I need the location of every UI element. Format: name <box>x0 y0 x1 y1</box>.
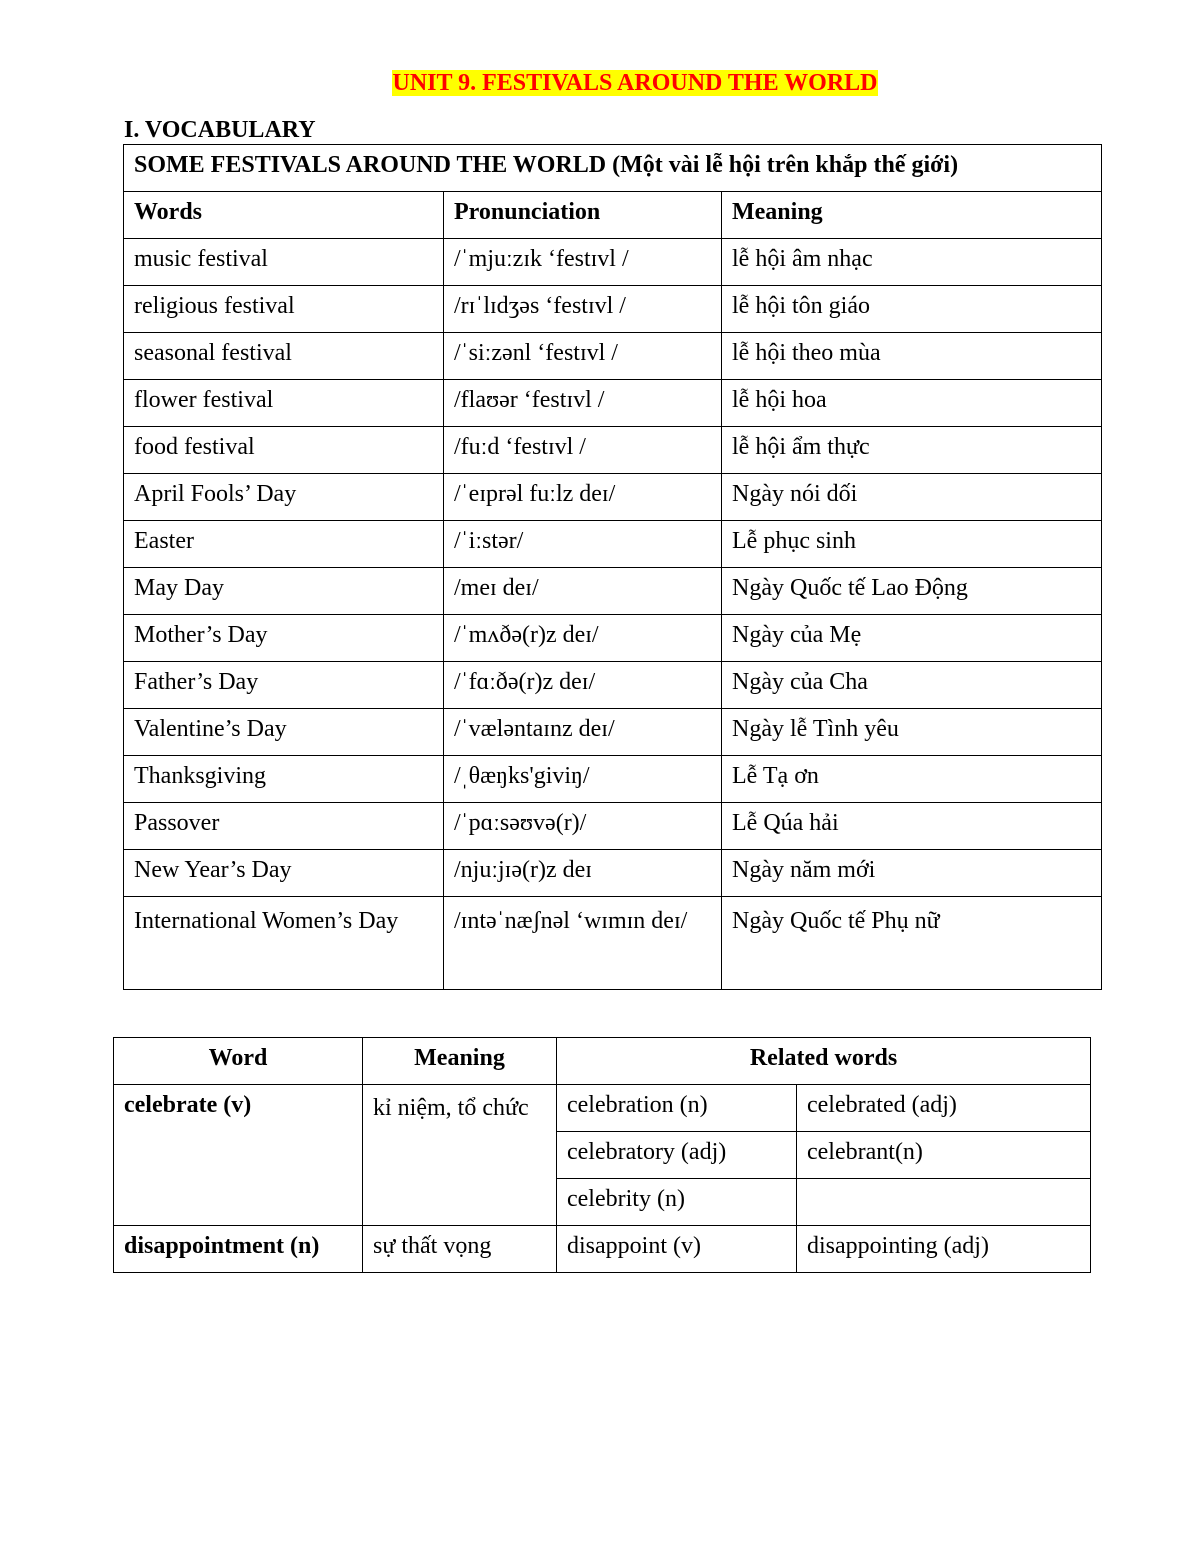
meaning-cell: kỉ niệm, tổ chức <box>363 1085 557 1226</box>
word-cell: May Day <box>124 568 444 615</box>
pronunciation-cell: /ˌθæŋks'giviŋ/ <box>444 756 722 803</box>
vocab-caption-row <box>124 145 1102 192</box>
word-text: celebrate <box>124 1092 218 1118</box>
table-row <box>124 568 1102 615</box>
pronunciation-cell: /ˈeɪprəl fuːlz deɪ/ <box>444 474 722 521</box>
table-row <box>114 1226 1091 1273</box>
page-title-text: UNIT 9. FESTIVALS AROUND THE WORLD <box>392 70 878 96</box>
table-row <box>124 521 1102 568</box>
table-row <box>124 662 1102 709</box>
meaning-cell: Ngày Quốc tế Lao Động <box>722 568 1102 615</box>
word-cell: April Fools’ Day <box>124 474 444 521</box>
table-row <box>124 756 1102 803</box>
section-heading: I. VOCABULARY <box>124 117 316 143</box>
meaning-cell: Ngày năm mới <box>722 850 1102 897</box>
meaning-cell: Ngày của Mẹ <box>722 615 1102 662</box>
page-title <box>0 66 1200 100</box>
meaning-cell: Lễ phục sinh <box>722 521 1102 568</box>
column-header-meaning: Meaning <box>722 192 1102 239</box>
related-word-cell: celebratory (adj) <box>557 1132 797 1179</box>
pronunciation-cell: /ˈsiːzənl ‘festɪvl / <box>444 333 722 380</box>
pronunciation-cell: /ɪntəˈnæʃnəl ‘wɪmɪn deɪ/ <box>444 897 722 990</box>
word-cell: food festival <box>124 427 444 474</box>
word-cell: Father’s Day <box>124 662 444 709</box>
pronunciation-cell: /fuːd ‘festɪvl / <box>444 427 722 474</box>
meaning-cell: Ngày Quốc tế Phụ nữ <box>722 897 1102 990</box>
meaning-cell: Lễ Tạ ơn <box>722 756 1102 803</box>
meaning-cell: Ngày lễ Tình yêu <box>722 709 1102 756</box>
empty-cell <box>797 1179 1091 1226</box>
word-cell: Mother’s Day <box>124 615 444 662</box>
meaning-cell: Ngày của Cha <box>722 662 1102 709</box>
word-cell: Valentine’s Day <box>124 709 444 756</box>
pronunciation-cell: /ˈvæləntaɪnz deɪ/ <box>444 709 722 756</box>
related-word-cell: celebrant(n) <box>797 1132 1091 1179</box>
word-text: disappointment <box>124 1233 285 1259</box>
table-row <box>124 474 1102 521</box>
column-header-pronunciation: Pronunciation <box>444 192 722 239</box>
meaning-cell: sự thất vọng <box>363 1226 557 1273</box>
table-row <box>124 709 1102 756</box>
vocab-table-body <box>124 145 1102 990</box>
table-row <box>124 803 1102 850</box>
column-header-word: Word <box>114 1038 363 1085</box>
vocab-table <box>123 144 1102 990</box>
related-word-cell: celebration (n) <box>557 1085 797 1132</box>
related-words-table <box>113 1037 1091 1273</box>
table-row <box>124 239 1102 286</box>
word-cell: New Year’s Day <box>124 850 444 897</box>
word-cell: Easter <box>124 521 444 568</box>
table-row <box>124 897 1102 990</box>
table-row <box>124 286 1102 333</box>
table-row <box>124 333 1102 380</box>
meaning-cell: lễ hội theo mùa <box>722 333 1102 380</box>
pronunciation-cell: /flaʊər ‘festɪvl / <box>444 380 722 427</box>
word-cell: Thanksgiving <box>124 756 444 803</box>
pronunciation-cell: /meɪ deɪ/ <box>444 568 722 615</box>
word-cell: seasonal festival <box>124 333 444 380</box>
meaning-cell: lễ hội âm nhạc <box>722 239 1102 286</box>
column-header-words: Words <box>124 192 444 239</box>
word-cell: Passover <box>124 803 444 850</box>
table-row <box>114 1085 1091 1132</box>
column-header-related-words: Related words <box>557 1038 1091 1085</box>
meaning-cell: lễ hội ẩm thực <box>722 427 1102 474</box>
table-row <box>124 380 1102 427</box>
pronunciation-cell: /rɪˈlɪdʒəs ‘festɪvl / <box>444 286 722 333</box>
word-cell <box>114 1226 363 1273</box>
vocab-caption: SOME FESTIVALS AROUND THE WORLD (Một vài lễ hội trên khắp thế giới) <box>124 145 1102 192</box>
word-cell: International Women’s Day <box>124 897 444 990</box>
word-cell <box>114 1085 363 1226</box>
pronunciation-cell: /ˈmʌðə(r)z deɪ/ <box>444 615 722 662</box>
related-word-cell: disappoint (v) <box>557 1226 797 1273</box>
meaning-cell: Lễ Qúa hải <box>722 803 1102 850</box>
pronunciation-cell: /ˈpɑːsəʊvə(r)/ <box>444 803 722 850</box>
pronunciation-cell: /ˈfɑːðə(r)z deɪ/ <box>444 662 722 709</box>
table-row <box>124 427 1102 474</box>
meaning-cell: lễ hội tôn giáo <box>722 286 1102 333</box>
meaning-cell: Ngày nói dối <box>722 474 1102 521</box>
related-word-cell: celebrity (n) <box>557 1179 797 1226</box>
related-word-cell: disappointing (adj) <box>797 1226 1091 1273</box>
pronunciation-cell: /njuːjɪə(r)z deɪ <box>444 850 722 897</box>
table-row <box>124 615 1102 662</box>
word-cell: religious festival <box>124 286 444 333</box>
related-header-row <box>114 1038 1091 1085</box>
word-cell: flower festival <box>124 380 444 427</box>
word-pos: (n) <box>290 1233 320 1259</box>
related-word-cell: celebrated (adj) <box>797 1085 1091 1132</box>
table-row <box>124 850 1102 897</box>
vocab-header-row <box>124 192 1102 239</box>
pronunciation-cell: /ˈmjuːzɪk ‘festɪvl / <box>444 239 722 286</box>
meaning-cell: lễ hội hoa <box>722 380 1102 427</box>
word-pos: (v) <box>223 1092 252 1118</box>
word-cell: music festival <box>124 239 444 286</box>
pronunciation-cell: /ˈiːstər/ <box>444 521 722 568</box>
column-header-meaning: Meaning <box>363 1038 557 1085</box>
